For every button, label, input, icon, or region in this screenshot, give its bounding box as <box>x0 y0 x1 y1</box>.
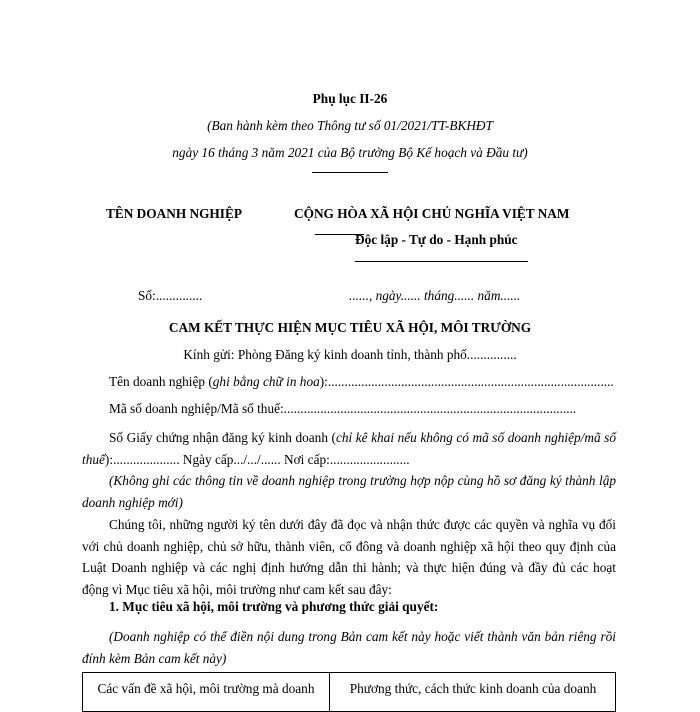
document-date: ......, ngày...... tháng...... năm...... <box>349 288 521 303</box>
table-header-issues: Các vấn đề xã hội, môi trường mà doanh <box>97 681 315 696</box>
table-header-methods: Phương thức, cách thức kinh doanh của doanh <box>349 681 597 696</box>
appendix-title: Phụ lục II-26 <box>312 91 388 106</box>
company-name-field-label: Tên doanh nghiệp ( <box>109 374 213 389</box>
certificate-field-hint: chỉ kê khai nếu không có mã số doanh nghiệp/mã số thuế <box>82 430 617 467</box>
header-divider <box>312 172 388 173</box>
national-motto: Độc lập - Tự do - Hạnh phúc <box>355 232 518 247</box>
national-name: CỘNG HÒA XÃ HỘI CHỦ NGHĨA VIỆT NAM <box>294 206 570 221</box>
certificate-field <box>82 427 616 470</box>
certificate-field-label: Số Giấy chứng nhận đăng ký kinh doanh ( <box>109 430 336 445</box>
tax-code-field: Mã số doanh nghiệp/Mã số thuế:........................................................................................ <box>109 401 577 416</box>
issued-line-2: ngày 16 tháng 3 năm 2021 của Bộ trưởng Bộ Kế hoạch và Đầu tư) <box>172 145 528 160</box>
company-name-field-blank: ):...................................................................................... <box>319 374 614 389</box>
commitment-table <box>82 672 616 712</box>
document-title: CAM KẾT THỰC HIỆN MỤC TIÊU XÃ HỘI, MÔI TRƯỜNG <box>168 320 532 335</box>
company-name-field-hint: ghi bằng chữ in hoa <box>212 374 320 389</box>
recipient-line: Kính gửi: Phòng Đăng ký kinh doanh tỉnh, thành phố............... <box>183 347 517 362</box>
document-number: Số:.............. <box>138 288 203 303</box>
section-1-heading: 1. Mục tiêu xã hội, môi trường và phương thức giải quyết: <box>109 599 439 614</box>
issued-line-1: (Ban hành kèm theo Thông tư số 01/2021/TT-BKHĐT <box>207 118 493 133</box>
company-name-label: TÊN DOANH NGHIỆP <box>106 206 242 221</box>
commitment-paragraph: Chúng tôi, những người ký tên dưới đây đã đọc và nhận thức được các quyền và nghĩa vụ đối với chủ doanh nghiệp, chủ sở hữu, thành viên, cổ đông và doanh nghiệp xã hội theo quy định của Luật Doanh nghiệp và các nghị định hướng dẫn thi hành; và thực hiện đúng và đầy đủ các hoạt động vì Mục tiêu xã hội, môi trường như cam kết sau đây: <box>82 517 616 597</box>
section-1-note: (Doanh nghiệp có thể điền nội dung trong Bản cam kết này hoặc viết thành văn bản riêng rồi đính kèm Bản cam kết này) <box>82 629 616 666</box>
company-name-field <box>109 374 614 390</box>
motto-underline <box>355 261 528 262</box>
certificate-field-blank: ):.................... Ngày cấp.../.../...... Nơi cấp:........................ <box>104 451 410 467</box>
no-info-note: (Không ghi các thông tin về doanh nghiệp trong trường hợp nộp cùng hồ sơ đăng ký thành lập doanh nghiệp mới) <box>82 473 616 510</box>
